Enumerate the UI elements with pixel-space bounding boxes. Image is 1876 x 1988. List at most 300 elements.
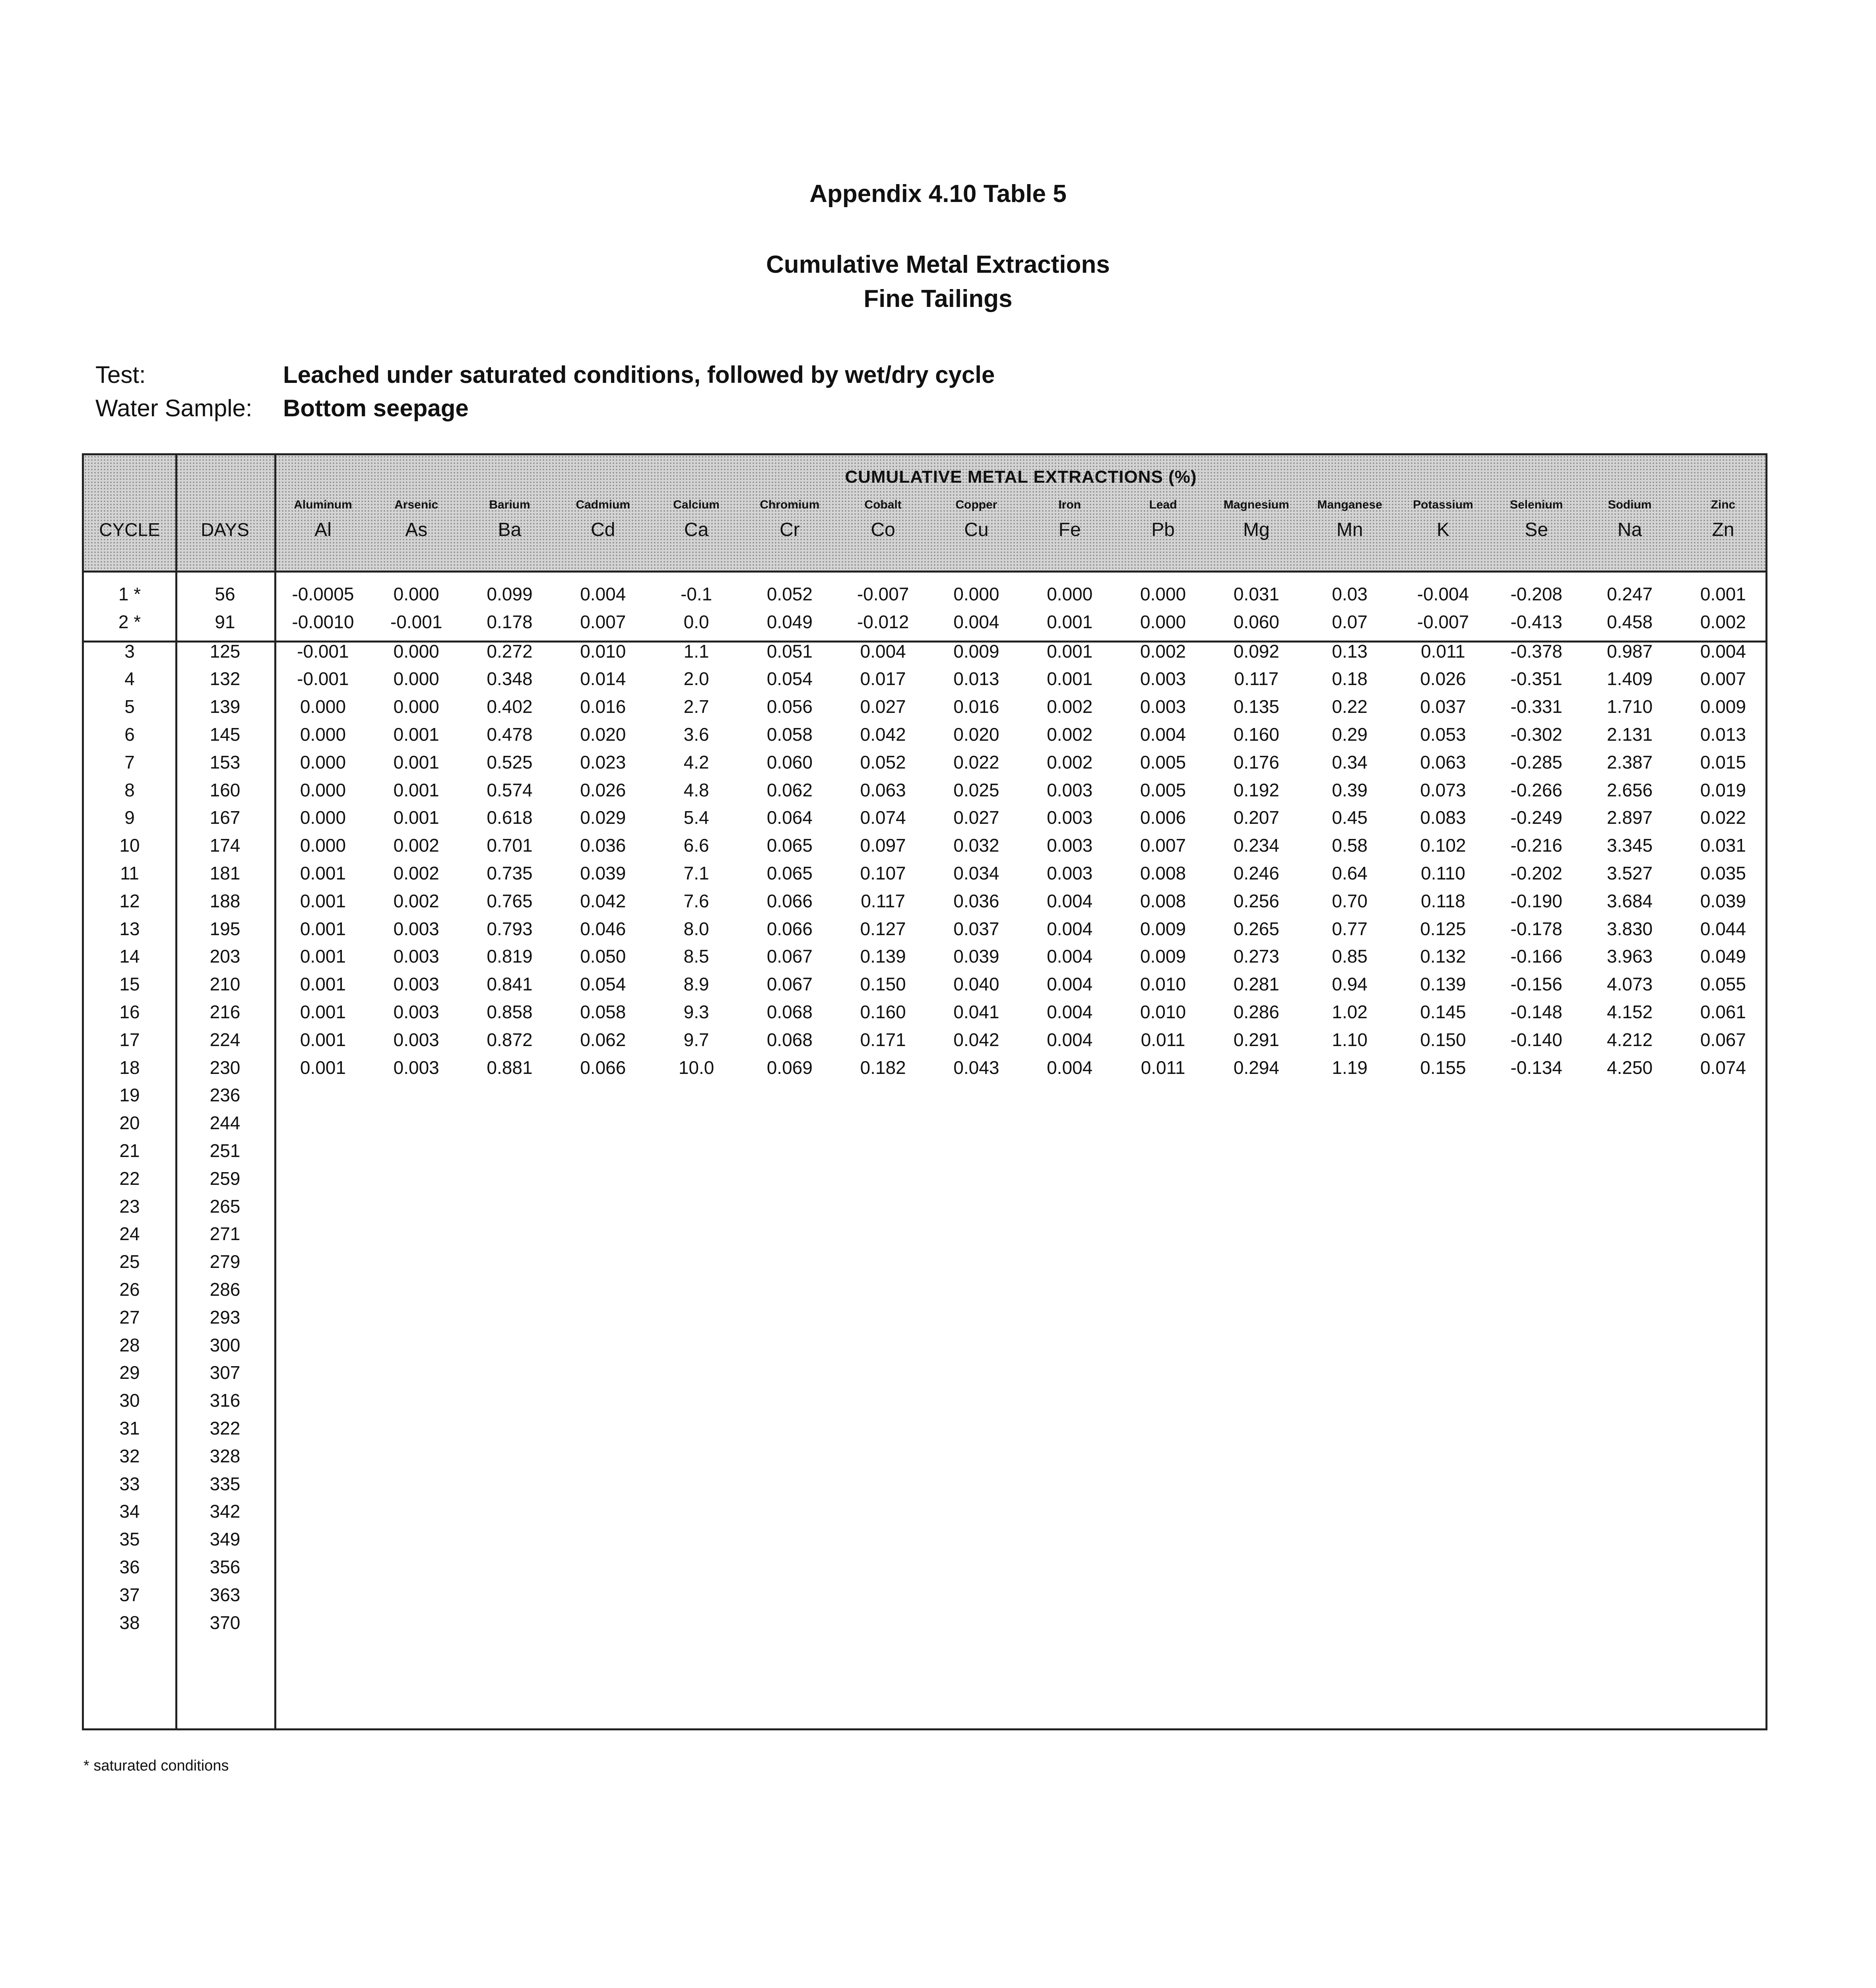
value-cell: 2.387 — [1607, 751, 1653, 773]
value-cell: 0.004 — [1047, 890, 1093, 911]
cycle-cell: 7 — [124, 751, 135, 773]
value-cell: 0.192 — [1233, 779, 1279, 800]
value-cell: 0.083 — [1420, 807, 1466, 828]
value-cell: 0.042 — [953, 1029, 999, 1050]
metal-name-header: Zinc — [1711, 498, 1736, 511]
value-cell: 0.020 — [580, 724, 626, 745]
value-cell: 0.026 — [1420, 668, 1466, 689]
value-cell: 0.178 — [487, 611, 533, 632]
value-cell: 0.145 — [1420, 1002, 1466, 1022]
value-cell: 0.050 — [580, 946, 626, 967]
cycle-cell: 17 — [119, 1029, 140, 1050]
metal-name-header: Aluminum — [294, 498, 352, 511]
cycle-cell: 31 — [119, 1418, 140, 1439]
value-cell: 0.118 — [1421, 890, 1465, 911]
value-cell: 0.001 — [300, 946, 346, 967]
value-cell: 1.409 — [1607, 668, 1653, 689]
value-cell: 0.77 — [1332, 918, 1368, 939]
value-cell: 0.004 — [1047, 1029, 1093, 1050]
value-cell: 0.000 — [393, 641, 439, 662]
value-cell: 0.008 — [1140, 863, 1186, 883]
value-cell: 0.034 — [953, 863, 999, 883]
value-cell: 5.4 — [683, 807, 709, 828]
value-cell: 0.015 — [1700, 751, 1746, 773]
value-cell: 0.000 — [300, 751, 346, 773]
value-cell: 0.160 — [1233, 724, 1279, 745]
metal-symbol-header: K — [1436, 519, 1449, 540]
value-cell: 0.70 — [1332, 890, 1368, 911]
value-cell: 7.6 — [683, 890, 709, 911]
cycle-cell: 29 — [119, 1362, 140, 1383]
value-cell: 0.054 — [766, 668, 813, 689]
value-cell: 0.060 — [766, 751, 813, 773]
value-cell: 0.007 — [1140, 835, 1186, 856]
value-cell: 0.000 — [1140, 584, 1186, 604]
value-cell: 0.18 — [1332, 668, 1368, 689]
cycle-cell: 14 — [119, 946, 140, 967]
value-cell: 0.061 — [1700, 1002, 1746, 1022]
value-cell: 0.701 — [487, 835, 533, 856]
value-cell: 0.031 — [1700, 835, 1746, 856]
days-cell: 300 — [210, 1334, 241, 1355]
value-cell: 0.03 — [1332, 584, 1368, 604]
value-cell: 0.029 — [580, 807, 626, 828]
value-cell: 0.001 — [300, 863, 346, 883]
value-cell: 0.000 — [393, 668, 439, 689]
value-cell: 0.063 — [860, 779, 906, 800]
value-cell: 0.001 — [300, 1057, 346, 1078]
value-cell: 0.039 — [953, 946, 999, 967]
value-cell: 0.074 — [860, 807, 906, 828]
value-cell: 0.765 — [487, 890, 533, 911]
value-cell: 9.3 — [683, 1002, 709, 1022]
value-cell: 0.001 — [1047, 611, 1093, 632]
value-cell: 0.052 — [766, 584, 813, 604]
days-cell: 370 — [210, 1612, 241, 1633]
value-cell: 0.003 — [1047, 779, 1093, 800]
value-cell: 2.131 — [1607, 724, 1653, 745]
value-cell: 0.125 — [1420, 918, 1466, 939]
cycle-cell: 33 — [119, 1473, 140, 1494]
cycle-cell: 9 — [124, 807, 135, 828]
value-cell: 0.819 — [487, 946, 533, 967]
cycle-cell: 16 — [119, 1002, 140, 1022]
days-cell: 293 — [210, 1307, 241, 1328]
value-cell: -0.249 — [1510, 807, 1562, 828]
value-cell: 0.003 — [393, 918, 439, 939]
value-cell: -0.007 — [1417, 611, 1469, 632]
value-cell: 0.039 — [1700, 890, 1746, 911]
cycle-cell: 2 * — [118, 611, 141, 632]
value-cell: 0.011 — [1421, 641, 1465, 662]
value-cell: 0.574 — [487, 779, 533, 800]
value-cell: -0.216 — [1510, 835, 1562, 856]
value-cell: 0.000 — [300, 779, 346, 800]
value-cell: 0.052 — [860, 751, 906, 773]
value-cell: 0.881 — [487, 1057, 533, 1078]
value-cell: -0.140 — [1510, 1029, 1562, 1050]
value-cell: -0.331 — [1510, 696, 1562, 717]
value-cell: 0.001 — [1700, 584, 1746, 604]
days-cell: 188 — [210, 890, 241, 911]
metal-name-header: Cobalt — [864, 498, 902, 511]
value-cell: 0.001 — [300, 918, 346, 939]
value-cell: 0.056 — [766, 696, 813, 717]
water-sample-value: Bottom seepage — [283, 395, 469, 421]
value-cell: -0.202 — [1510, 863, 1562, 883]
value-cell: 0.044 — [1700, 918, 1746, 939]
value-cell: 0.031 — [1233, 584, 1279, 604]
value-cell: 0.102 — [1420, 835, 1466, 856]
value-cell: 0.068 — [766, 1002, 813, 1022]
value-cell: 0.073 — [1420, 779, 1466, 800]
cycle-cell: 38 — [119, 1612, 140, 1633]
cycle-cell: 35 — [119, 1529, 140, 1550]
value-cell: 0.009 — [1140, 946, 1186, 967]
water-sample-label: Water Sample: — [95, 395, 252, 421]
value-cell: 0.07 — [1332, 611, 1368, 632]
cycle-cell: 36 — [119, 1557, 140, 1577]
value-cell: 0.003 — [1140, 696, 1186, 717]
value-cell: 0.002 — [393, 863, 439, 883]
value-cell: 0.001 — [300, 1029, 346, 1050]
value-cell: 0.011 — [1141, 1057, 1185, 1078]
value-cell: -0.001 — [297, 668, 349, 689]
value-cell: 0.34 — [1332, 751, 1368, 773]
value-cell: 0.051 — [766, 641, 813, 662]
days-cell: 153 — [210, 751, 241, 773]
metal-name-header: Manganese — [1317, 498, 1382, 511]
days-cell: 251 — [210, 1140, 241, 1161]
value-cell: 0.004 — [1047, 918, 1093, 939]
days-cell: 132 — [210, 668, 241, 689]
value-cell: 0.092 — [1233, 641, 1279, 662]
value-cell: -0.1 — [680, 584, 712, 604]
value-cell: 0.001 — [393, 724, 439, 745]
value-cell: 0.067 — [766, 946, 813, 967]
value-cell: 0.042 — [860, 724, 906, 745]
value-cell: 0.002 — [1047, 751, 1093, 773]
value-cell: 0.046 — [580, 918, 626, 939]
cycle-cell: 34 — [119, 1501, 140, 1522]
days-cell: 216 — [210, 1002, 241, 1022]
value-cell: 0.001 — [393, 779, 439, 800]
value-cell: 0.040 — [953, 974, 999, 995]
cycle-cell: 6 — [124, 724, 135, 745]
value-cell: 0.000 — [300, 835, 346, 856]
value-cell: 0.032 — [953, 835, 999, 856]
metal-name-header: Sodium — [1608, 498, 1652, 511]
value-cell: 0.150 — [860, 974, 906, 995]
metal-symbol-header: As — [405, 519, 428, 540]
value-cell: 0.025 — [953, 779, 999, 800]
value-cell: 0.010 — [580, 641, 626, 662]
value-cell: 0.066 — [766, 918, 813, 939]
cycle-cell: 10 — [119, 835, 140, 856]
value-cell: 0.027 — [860, 696, 906, 717]
days-cell: 328 — [210, 1445, 241, 1466]
cycle-cell: 12 — [119, 890, 140, 911]
value-cell: 0.001 — [1047, 668, 1093, 689]
value-cell: -0.001 — [390, 611, 442, 632]
value-cell: 0.042 — [580, 890, 626, 911]
value-cell: 0.000 — [953, 584, 999, 604]
value-cell: 0.004 — [953, 611, 999, 632]
value-cell: 0.139 — [860, 946, 906, 967]
value-cell: 0.003 — [393, 1057, 439, 1078]
cycle-cell: 28 — [119, 1334, 140, 1355]
value-cell: 4.8 — [683, 779, 709, 800]
value-cell: 0.064 — [766, 807, 813, 828]
days-cell: 356 — [210, 1557, 241, 1577]
value-cell: 0.182 — [860, 1057, 906, 1078]
value-cell: 0.006 — [1140, 807, 1186, 828]
cycle-cell: 26 — [119, 1279, 140, 1300]
value-cell: 9.7 — [683, 1029, 709, 1050]
metal-symbol-header: Se — [1525, 519, 1548, 540]
value-cell: 4.152 — [1607, 1002, 1653, 1022]
metal-symbol-header: Pb — [1151, 519, 1175, 540]
value-cell: 0.004 — [860, 641, 906, 662]
value-cell: 0.291 — [1233, 1029, 1279, 1050]
table-header — [84, 455, 1765, 573]
days-cell: 322 — [210, 1418, 241, 1439]
value-cell: 0.001 — [300, 974, 346, 995]
days-cell: 181 — [210, 863, 241, 883]
value-cell: 0.041 — [953, 1002, 999, 1022]
value-cell: 0.002 — [1140, 641, 1186, 662]
value-cell: 0.003 — [1047, 807, 1093, 828]
value-cell: 0.000 — [300, 724, 346, 745]
value-cell: 0.13 — [1332, 641, 1368, 662]
value-cell: 0.110 — [1421, 863, 1465, 883]
value-cell: 0.160 — [860, 1002, 906, 1022]
cycle-cell: 1 * — [118, 584, 141, 604]
metal-name-header: Selenium — [1510, 498, 1563, 511]
value-cell: 0.054 — [580, 974, 626, 995]
value-cell: 0.002 — [1047, 724, 1093, 745]
value-cell: 0.000 — [393, 584, 439, 604]
metal-symbol-header: Cr — [780, 519, 800, 540]
cycle-cell: 32 — [119, 1445, 140, 1466]
value-cell: 7.1 — [683, 863, 709, 883]
value-cell: 0.272 — [487, 641, 533, 662]
metal-symbol-header: Fe — [1058, 519, 1081, 540]
value-cell: 0.037 — [1420, 696, 1466, 717]
value-cell: 0.060 — [1233, 611, 1279, 632]
value-cell: 0.099 — [487, 584, 533, 604]
value-cell: 0.011 — [1141, 1029, 1185, 1050]
value-cell: 0.000 — [393, 696, 439, 717]
value-cell: 2.7 — [683, 696, 709, 717]
metal-name-header: Magnesium — [1223, 498, 1289, 511]
footnote: * saturated conditions — [83, 1757, 229, 1774]
value-cell: -0.0010 — [292, 611, 354, 632]
value-cell: -0.0005 — [292, 584, 354, 604]
value-cell: 0.22 — [1332, 696, 1368, 717]
value-cell: 0.294 — [1233, 1057, 1279, 1078]
value-cell: 0.117 — [1234, 668, 1279, 689]
table-subtitle: Cumulative Metal Extractions — [766, 251, 1110, 278]
value-cell: 0.246 — [1233, 863, 1279, 883]
value-cell: 0.45 — [1332, 807, 1368, 828]
value-cell: 0.013 — [1700, 724, 1746, 745]
value-cell: 0.117 — [861, 890, 906, 911]
value-cell: 2.0 — [683, 668, 709, 689]
value-cell: -0.378 — [1510, 641, 1562, 662]
value-cell: 0.002 — [393, 890, 439, 911]
value-cell: 4.073 — [1607, 974, 1653, 995]
value-cell: 0.58 — [1332, 835, 1368, 856]
value-cell: 0.001 — [300, 1002, 346, 1022]
metal-name-header: Arsenic — [394, 498, 438, 511]
metal-symbol-header: Ca — [684, 519, 709, 540]
value-cell: 0.016 — [580, 696, 626, 717]
value-cell: 0.068 — [766, 1029, 813, 1050]
value-cell: 10.0 — [678, 1057, 714, 1078]
value-cell: 0.069 — [766, 1057, 813, 1078]
days-cell: 316 — [210, 1390, 241, 1411]
value-cell: 3.527 — [1607, 863, 1653, 883]
value-cell: -0.302 — [1510, 724, 1562, 745]
value-cell: 0.067 — [1700, 1029, 1746, 1050]
value-cell: 0.0 — [683, 611, 709, 632]
cycle-cell: 25 — [119, 1251, 140, 1272]
value-cell: 0.066 — [766, 890, 813, 911]
value-cell: 0.841 — [487, 974, 533, 995]
value-cell: 0.735 — [487, 863, 533, 883]
days-cell: 349 — [210, 1529, 241, 1550]
metal-name-header: Cadmium — [576, 498, 631, 511]
value-cell: 4.212 — [1607, 1029, 1653, 1050]
value-cell: -0.012 — [857, 611, 909, 632]
cycle-cell: 23 — [119, 1196, 140, 1217]
value-cell: 0.64 — [1332, 863, 1368, 883]
value-cell: 0.023 — [580, 751, 626, 773]
metal-symbol-header: Mg — [1243, 519, 1270, 540]
value-cell: 0.003 — [393, 1002, 439, 1022]
cycle-cell: 19 — [119, 1085, 140, 1106]
value-cell: 0.039 — [580, 863, 626, 883]
cycle-cell: 5 — [124, 696, 135, 717]
value-cell: -0.004 — [1417, 584, 1469, 604]
value-cell: 3.830 — [1607, 918, 1653, 939]
value-cell: 0.265 — [1233, 918, 1279, 939]
days-cell: 286 — [210, 1279, 241, 1300]
value-cell: -0.351 — [1510, 668, 1562, 689]
value-cell: 0.009 — [1140, 918, 1186, 939]
cycle-cell: 11 — [120, 863, 139, 883]
value-cell: 0.281 — [1233, 974, 1279, 995]
value-cell: 0.074 — [1700, 1057, 1746, 1078]
value-cell: 0.049 — [1700, 946, 1746, 967]
cycle-cell: 37 — [119, 1584, 140, 1605]
days-cell: 210 — [210, 974, 241, 995]
value-cell: 0.000 — [300, 807, 346, 828]
table-subtitle-sample: Fine Tailings — [863, 285, 1013, 313]
cycle-cell: 15 — [119, 974, 140, 995]
value-cell: 0.009 — [953, 641, 999, 662]
value-cell: -0.285 — [1510, 751, 1562, 773]
value-cell: 0.003 — [1047, 835, 1093, 856]
value-cell: 0.010 — [1140, 974, 1186, 995]
cycle-header: CYCLE — [99, 519, 160, 540]
metal-name-header: Chromium — [760, 498, 820, 511]
days-cell: 91 — [215, 611, 235, 632]
value-cell: 0.94 — [1332, 974, 1368, 995]
days-cell: 363 — [210, 1584, 241, 1605]
days-cell: 224 — [210, 1029, 241, 1050]
value-cell: 0.872 — [487, 1029, 533, 1050]
days-cell: 203 — [210, 946, 241, 967]
cycle-cell: 27 — [119, 1307, 140, 1328]
value-cell: 0.001 — [300, 890, 346, 911]
value-cell: 0.043 — [953, 1057, 999, 1078]
value-cell: 0.020 — [953, 724, 999, 745]
value-cell: 0.055 — [1700, 974, 1746, 995]
days-cell: 160 — [210, 779, 241, 800]
value-cell: 0.026 — [580, 779, 626, 800]
value-cell: 0.003 — [393, 1029, 439, 1050]
value-cell: 0.004 — [1047, 1002, 1093, 1022]
value-cell: 0.29 — [1332, 724, 1368, 745]
value-cell: 4.2 — [683, 751, 709, 773]
days-cell: 244 — [210, 1112, 241, 1134]
metal-symbol-header: Mn — [1336, 519, 1363, 540]
page-title: Appendix 4.10 Table 5 — [809, 180, 1067, 208]
value-cell: 0.065 — [766, 835, 813, 856]
value-cell: 3.345 — [1607, 835, 1653, 856]
value-cell: 0.001 — [393, 751, 439, 773]
cycle-cell: 30 — [119, 1390, 140, 1411]
value-cell: 0.002 — [393, 835, 439, 856]
value-cell: 0.036 — [580, 835, 626, 856]
cycle-cell: 18 — [119, 1057, 140, 1078]
value-cell: 0.39 — [1332, 779, 1368, 800]
value-cell: 0.053 — [1420, 724, 1466, 745]
metal-symbol-header: Ba — [498, 519, 522, 540]
value-cell: 0.027 — [953, 807, 999, 828]
value-cell: 0.273 — [1233, 946, 1279, 967]
value-cell: 0.000 — [300, 696, 346, 717]
cycle-cell: 20 — [119, 1112, 140, 1134]
value-cell: 0.002 — [1700, 611, 1746, 632]
value-cell: 8.0 — [683, 918, 709, 939]
value-cell: 2.656 — [1607, 779, 1653, 800]
days-cell: 174 — [210, 835, 241, 856]
cycle-cell: 13 — [119, 918, 140, 939]
cycle-cell: 8 — [124, 779, 135, 800]
value-cell: 0.062 — [580, 1029, 626, 1050]
cycle-cell: 3 — [124, 641, 135, 662]
value-cell: 0.005 — [1140, 779, 1186, 800]
value-cell: 8.9 — [683, 974, 709, 995]
value-cell: 0.003 — [1140, 668, 1186, 689]
value-cell: 6.6 — [683, 835, 709, 856]
value-cell: 0.135 — [1233, 696, 1279, 717]
value-cell: 4.250 — [1607, 1057, 1653, 1078]
value-cell: 0.007 — [1700, 668, 1746, 689]
value-cell: 0.058 — [766, 724, 813, 745]
test-label: Test: — [95, 361, 146, 388]
days-cell: 279 — [210, 1251, 241, 1272]
value-cell: 0.097 — [860, 835, 906, 856]
value-cell: 0.525 — [487, 751, 533, 773]
value-cell: 0.003 — [393, 974, 439, 995]
value-cell: 0.793 — [487, 918, 533, 939]
days-cell: 195 — [210, 918, 241, 939]
value-cell: 0.234 — [1233, 835, 1279, 856]
